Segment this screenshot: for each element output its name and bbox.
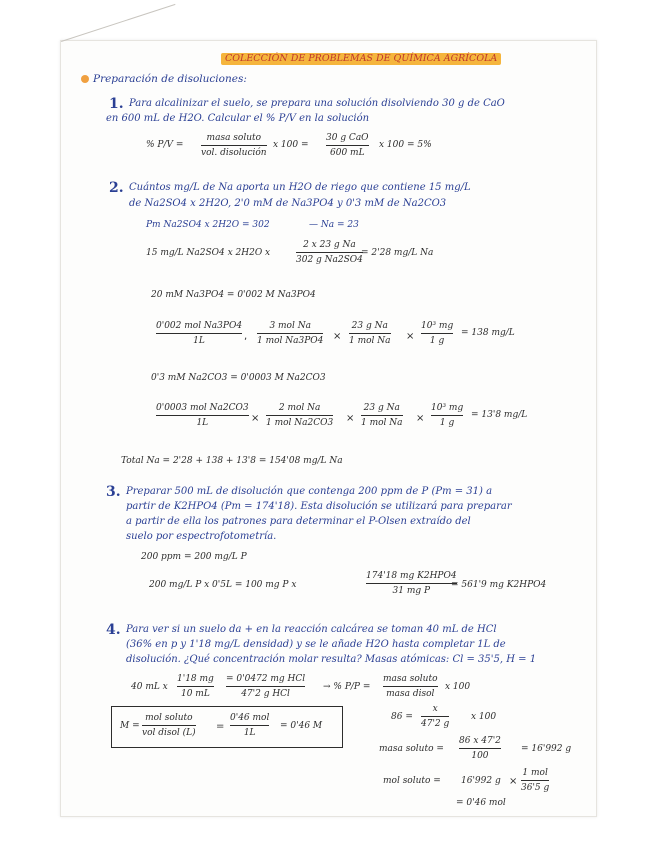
fraction-numerator: = 0'0472 mg HCl [226,674,306,684]
fraction-bar [366,583,457,584]
multiply-sign: × [333,331,342,342]
problem-2-line-1-lhs: 15 mg/L Na2SO4 x 2H2O x [146,248,271,258]
problem-4-eq86-lhs: 86 = [391,712,413,722]
problem-3-line-2-lhs: 200 mg/L P x 0'5L = 100 mg P x [149,580,297,590]
fraction-bar [201,145,267,146]
box-lhs: M = [120,721,140,731]
fraction-denominator: vol. disolución [201,148,267,158]
problem-4-masa-fraction [459,736,501,761]
fraction-numerator: masa soluto [206,133,262,143]
problem-3-statement-a: Preparar 500 mL de disolución que contenga 200 ppm de P (Pm = 31) a [126,486,493,497]
problem-4-number: 4. [106,622,121,638]
problem-4-eq86-fraction [421,704,449,729]
fraction-numerator: 174'18 mg K2HPO4 [366,571,457,581]
problem-2-line-1-result: = 2'28 mg/L Na [361,248,434,258]
fraction-denominator: 100 [471,751,489,761]
problem-3-statement-c: a partir de ella los patrones para determinar el P-Olsen extraído del [126,516,471,527]
fraction-denominator: masa disol [386,689,435,699]
problem-4-statement-a: Para ver si un suelo da + en la reacción calcárea se toman 40 mL de HCl [126,624,497,635]
problem-2-line-3-fraction-3 [349,321,391,346]
problem-1-statement-a: Para alcalinizar el suelo, se prepara una solución disolviendo 30 g de CaO [129,98,505,109]
problem-4-pp-fraction [383,674,438,699]
fraction-denominator: 302 g Na2SO4 [296,255,363,265]
fraction-numerator: 1 mol [522,768,548,778]
fraction-numerator: 0'46 mol [230,713,270,723]
multiply-sign: × [251,413,260,424]
fraction-denominator: 1 g [429,336,445,346]
fraction-denominator: vol disol (L) [142,728,196,738]
problem-4-masa-result: = 16'992 g [521,744,572,754]
equals-sign: = [216,721,225,732]
multiply-sign: × [509,776,518,787]
problem-2-total: Total Na = 2'28 + 138 + 13'8 = 154'08 mg/L Na [121,456,343,466]
problem-4-pp-times-100: x 100 [445,682,471,692]
fraction-bar [230,725,269,726]
multiply-sign: , [244,331,248,342]
fraction-numerator: 0'002 mol Na3PO4 [156,321,243,331]
fraction-bar [177,686,214,687]
problem-2-line-2: 20 mM Na3PO4 = 0'002 M Na3PO4 [151,290,316,300]
fraction-bar [521,780,549,781]
problem-4-mol-result: = 0'46 mol [456,798,506,808]
problem-4-masa-lhs: masa soluto = [379,744,444,754]
problem-2-line-5-fraction-4 [431,403,463,428]
fraction-numerator: 10³ mg [421,321,454,331]
fraction-numerator: 2 mol Na [278,403,321,413]
problem-4-eq86-times-100: x 100 [471,712,497,722]
fraction-bar [226,686,305,687]
fraction-bar [257,333,323,334]
fraction-numerator: mol soluto [145,713,193,723]
problem-3-statement-d: suelo por espectrofotometría. [126,531,277,542]
document-title: COLECCIÓN DE PROBLEMAS DE QUÍMICA AGRÍCOLA [221,53,501,65]
document-page [60,40,597,817]
problem-2-line-5-result: = 13'8 mg/L [471,410,528,420]
fraction-denominator: 1L [193,336,205,346]
fraction-numerator: masa soluto [383,674,438,684]
fraction-denominator: 1 mol Na2CO3 [266,418,334,428]
problem-2-line-3-fraction-4 [421,321,453,346]
problem-2-line-1-fraction [296,240,363,265]
multiply-sign: × [406,331,415,342]
problem-2-line-4: 0'3 mM Na2CO3 = 0'0003 M Na2CO3 [151,373,326,383]
fraction-bar [421,716,449,717]
problem-4-mol-lhs: mol soluto = [383,776,441,786]
problem-4-pp-label: → % P/P = [323,682,371,692]
fraction-numerator: 86 x 47'2 [459,736,501,746]
fraction-numerator: 3 mol Na [269,321,311,331]
bullet-icon [81,75,89,83]
problem-2-molar-mass: Pm Na2SO4 x 2H2O = 302 [146,220,270,230]
problem-2-line-3-fraction-2 [257,321,323,346]
problem-2-line-5-fraction-2 [266,403,333,428]
problem-1-times-100: x 100 = [273,140,309,150]
fraction-bar [266,415,333,416]
problem-2-line-5-fraction-3 [361,403,403,428]
section-heading-text: Preparación de disoluciones: [93,73,247,85]
fraction-denominator: 47'2 g HCl [241,689,290,699]
problem-4-mol-fraction [521,768,549,793]
fraction-bar [142,725,196,726]
problem-2-na-mass: — Na = 23 [309,220,359,230]
problem-1-formula-lhs: % P/V = [146,140,184,150]
section-heading [81,74,247,85]
fraction-denominator: 1 mol Na3PO4 [257,336,324,346]
fraction-bar [431,415,463,416]
problem-4-statement-c: disolución. ¿Qué concentración molar resulta? Masas atómicas: Cl = 35'5, H = 1 [126,654,537,665]
problem-1-fraction-1 [201,133,267,158]
problem-3-line-2-result: = 561'9 mg K2HPO4 [451,580,547,590]
problem-3-line-2-fraction [366,571,457,596]
problem-2-line-3-result: = 138 mg/L [461,328,515,338]
problem-1-number: 1. [109,96,124,112]
box-fraction-1 [142,713,196,738]
fraction-denominator: 1 mol Na [361,418,403,428]
fraction-denominator: 1 mol Na [349,336,391,346]
fraction-bar [326,145,369,146]
problem-4-line-1-fraction [177,674,214,699]
fraction-denominator: 47'2 g [421,719,450,729]
box-result: = 0'46 M [280,721,323,731]
fraction-denominator: 600 mL [330,148,365,158]
fraction-numerator: 0'0003 mol Na2CO3 [156,403,249,413]
fraction-denominator: 10 mL [180,689,210,699]
problem-4-statement-b: (36% en p y 1'18 mg/L densidad) y se le añade H2O hasta completar 1L de [126,639,506,650]
fraction-numerator: 23 g Na [351,321,388,331]
problem-2-line-3-fraction-1 [156,321,242,346]
fraction-bar [421,333,453,334]
problem-4-line-1-result [226,674,305,699]
fraction-denominator: 1 g [439,418,455,428]
fraction-bar [156,333,242,334]
multiply-sign: × [416,413,425,424]
problem-3-statement-b: partir de K2HPO4 (Pm = 174'18). Esta disolución se utilizará para preparar [126,501,512,512]
fraction-numerator: x [432,704,438,714]
fraction-numerator: 2 x 23 g Na [303,240,356,250]
fraction-denominator: 36'5 g [521,783,550,793]
problem-1-fraction-2 [326,133,369,158]
answer-box [111,706,343,748]
fraction-bar [383,686,438,687]
problem-2-statement-b: de Na2SO4 x 2H2O, 2'0 mM de Na3PO4 y 0'3 mM de Na2CO3 [129,198,447,209]
fraction-bar [156,415,249,416]
problem-4-line-1-lhs: 40 mL x [131,682,168,692]
problem-2-line-5-fraction-1 [156,403,249,428]
box-fraction-2 [230,713,269,738]
multiply-sign: × [346,413,355,424]
problem-2-number: 2. [109,180,124,196]
fraction-denominator: 1L [196,418,209,428]
fraction-bar [349,333,391,334]
problem-3-line-1: 200 ppm = 200 mg/L P [141,552,247,562]
problem-4-mol-mass: 16'992 g [461,776,501,786]
fraction-denominator: 1L [243,728,256,738]
problem-2-statement-a: Cuántos mg/L de Na aporta un H2O de riego que contiene 15 mg/L [129,182,471,193]
fraction-numerator: 30 g CaO [326,133,369,143]
problem-1-result: x 100 = 5% [379,140,432,150]
problem-1-statement-b: en 600 mL de H2O. Calcular el % P/V en la solución [106,113,370,124]
fraction-denominator: 31 mg P [392,586,431,596]
fraction-bar [361,415,403,416]
fraction-numerator: 10³ mg [431,403,464,413]
fraction-numerator: 23 g Na [363,403,400,413]
fraction-numerator: 1'18 mg [177,674,214,684]
page-fold-line [61,4,176,43]
fraction-bar [296,252,363,253]
fraction-bar [459,748,501,749]
problem-3-number: 3. [106,484,121,500]
